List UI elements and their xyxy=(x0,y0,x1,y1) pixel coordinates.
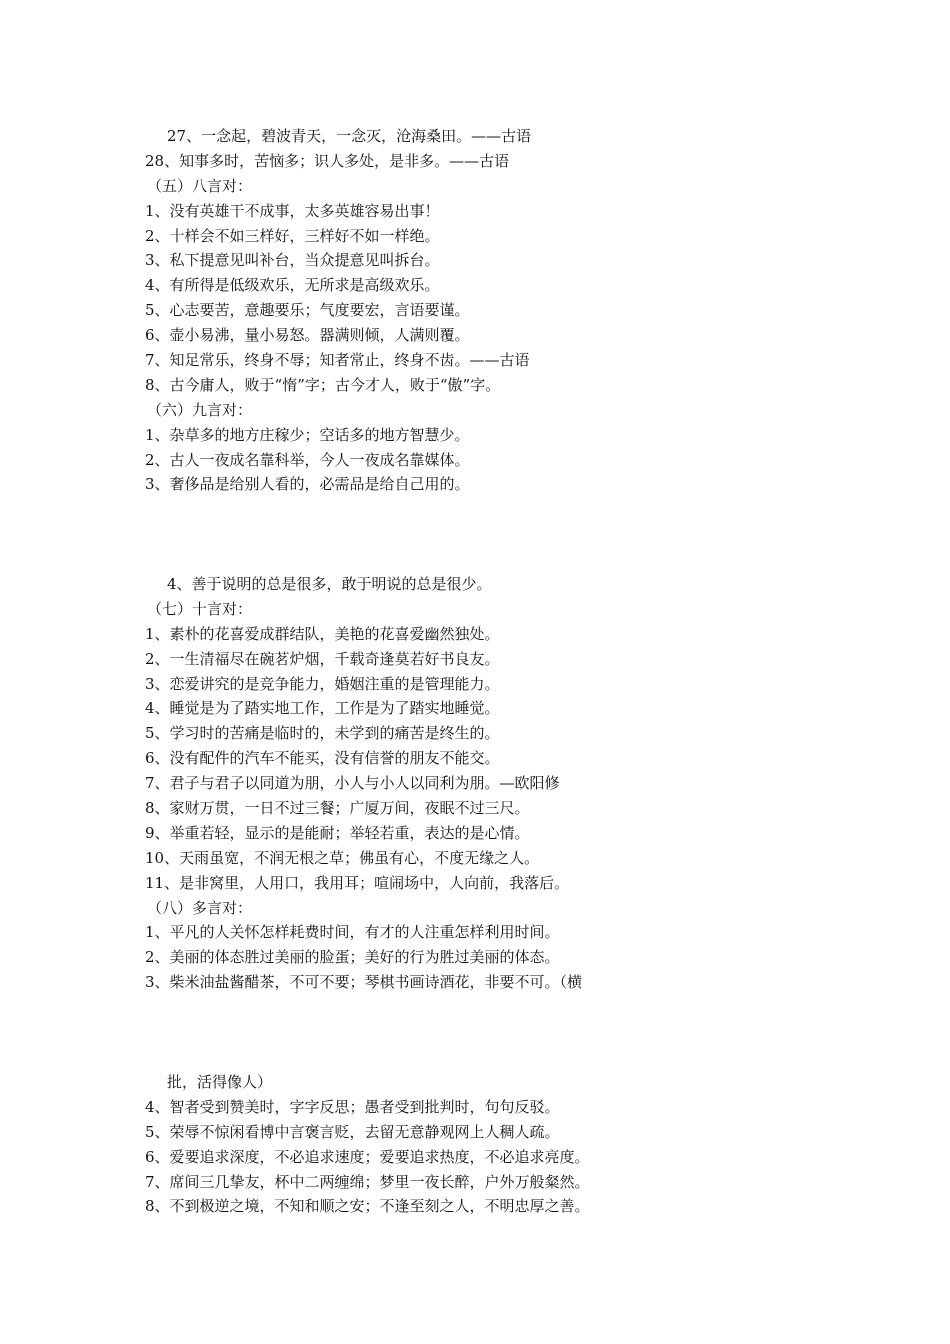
quote-line: 6、壶小易沸，量小易怒。器满则倾，人满则覆。 xyxy=(145,326,470,345)
section-heading: （七）十言对： xyxy=(147,599,253,618)
quote-line: 2、十样会不如三样好，三样好不如一样绝。 xyxy=(145,226,440,245)
section-heading: （五）八言对： xyxy=(147,176,253,195)
quote-line: 4、善于说明的总是很多，敢于明说的总是很少。 xyxy=(167,575,492,593)
quote-line: 6、没有配件的汽车不能买，没有信誉的朋友不能交。 xyxy=(145,749,500,768)
quote-line: 3、恋爱讲究的是竞争能力，婚姻注重的是管理能力。 xyxy=(145,674,500,693)
quote-line: 3、柴米油盐酱醋茶，不可不要；琴棋书画诗酒花，非要不可。（横 xyxy=(145,973,583,992)
text-block-3 xyxy=(145,1070,845,1219)
quote-line: 4、有所得是低级欢乐，无所求是高级欢乐。 xyxy=(145,276,440,295)
quote-line: 5、荣辱不惊闲看博中言褒言贬，去留无意静观网上人稠人疏。 xyxy=(145,1122,560,1141)
text-block-1 xyxy=(145,124,845,497)
quote-line: 5、学习时的苦痛是临时的，未学到的痛苦是终生的。 xyxy=(145,724,500,743)
quote-line: 10、天雨虽宽，不润无根之草；佛虽有心，不度无缘之人。 xyxy=(145,848,540,867)
quote-line: 8、不到极逆之境，不知和顺之安；不逢至刻之人，不明忠厚之善。 xyxy=(145,1197,590,1216)
quote-line: 2、一生清福尽在碗茗炉烟，千载奇逢莫若好书良友。 xyxy=(145,649,500,668)
quote-line: 2、古人一夜成名靠科举，今人一夜成名靠媒体。 xyxy=(145,450,470,469)
quote-line: 3、私下提意见叫补台，当众提意见叫拆台。 xyxy=(145,251,440,270)
section-heading: （六）九言对： xyxy=(147,400,253,419)
quote-line: 2、美丽的体态胜过美丽的脸蛋；美好的行为胜过美丽的体态。 xyxy=(145,948,560,967)
quote-line: 1、素朴的花喜爱成群结队，美艳的花喜爱幽然独处。 xyxy=(145,624,500,643)
text-block-2 xyxy=(145,572,845,995)
quote-line: 1、杂草多的地方庄稼少；空话多的地方智慧少。 xyxy=(145,425,470,444)
quote-line: 7、席间三几挚友，杯中二两缠绵；梦里一夜长醉，户外万般粲然。 xyxy=(145,1172,590,1191)
quote-line: 5、心志要苦，意趣要乐；气度要宏，言语要谨。 xyxy=(145,301,470,320)
quote-line: 27、一念起，碧波青天，一念灭，沧海桑田。——古语 xyxy=(167,127,532,145)
quote-line: 1、平凡的人关怀怎样耗费时间，有才的人注重怎样利用时间。 xyxy=(145,923,560,942)
quote-line: 1、没有英雄干不成事，太多英雄容易出事！ xyxy=(145,201,440,220)
quote-line: 8、古今庸人，败于“惰”字；古今才人，败于“傲”字。 xyxy=(145,375,501,394)
quote-line: 批，活得像人） xyxy=(167,1073,273,1091)
quote-line: 7、君子与君子以同道为朋，小人与小人以同利为朋。—欧阳修 xyxy=(145,774,560,793)
quote-line: 8、家财万贯，一日不过三餐；广厦万间，夜眠不过三尺。 xyxy=(145,799,530,818)
quote-line: 3、奢侈品是给别人看的，必需品是给自己用的。 xyxy=(145,475,470,494)
quote-line: 4、智者受到赞美时，字字反思；愚者受到批判时，句句反驳。 xyxy=(145,1097,560,1116)
section-heading: （八）多言对： xyxy=(147,898,253,917)
quote-line: 28、知事多时，苦恼多；识人多处，是非多。——古语 xyxy=(145,151,510,170)
quote-line: 7、知足常乐，终身不辱；知者常止，终身不齿。——古语 xyxy=(145,351,530,370)
quote-line: 6、爱要追求深度，不必追求速度；爱要追求热度，不必追求亮度。 xyxy=(145,1147,590,1166)
quote-line: 4、睡觉是为了踏实地工作，工作是为了踏实地睡觉。 xyxy=(145,699,500,718)
quote-line: 11、是非窝里，人用口，我用耳；喧闹场中，人向前，我落后。 xyxy=(145,873,570,892)
quote-line: 9、举重若轻，显示的是能耐；举轻若重，表达的是心情。 xyxy=(145,823,530,842)
